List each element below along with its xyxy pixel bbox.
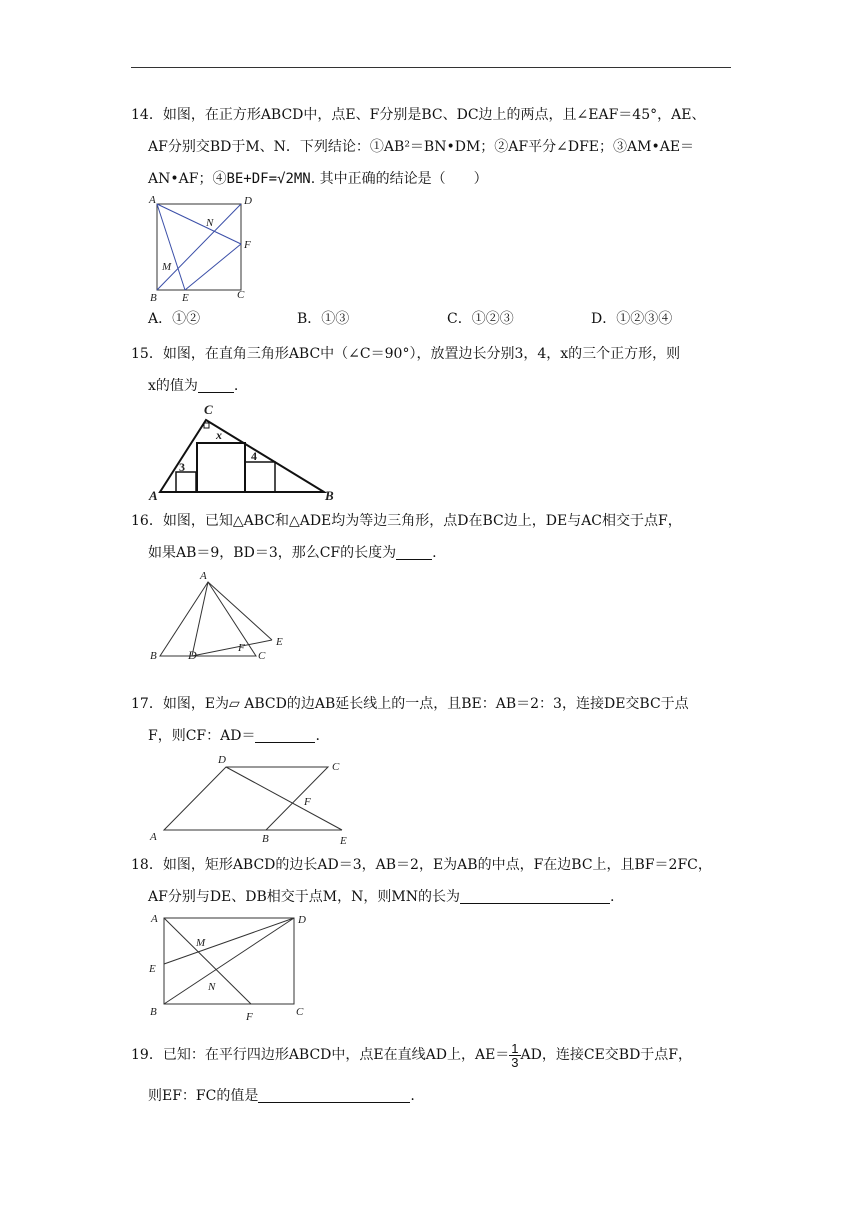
q14-line3a: AN•AF；④ (148, 171, 227, 187)
q14-label-f: F (244, 239, 251, 251)
question-16 (131, 505, 682, 569)
q16-line2 (131, 537, 682, 569)
q14-choice-d[interactable]: D．①②③④ (591, 311, 673, 327)
q18-label-a: A (151, 913, 158, 925)
q18-label-b: B (150, 1006, 157, 1018)
q18-label-m: M (196, 937, 206, 949)
q15-answer-blank[interactable] (198, 376, 234, 393)
q15-line2 (131, 370, 680, 402)
q16-label-e: E (276, 636, 283, 648)
q15-label-x: x (216, 428, 222, 442)
q14-choice-b[interactable]: B．①③ (297, 311, 350, 327)
q19-frac-num: 1 (511, 1040, 519, 1056)
q15-line2-end: . (233, 378, 239, 394)
q15-label-3: 3 (179, 460, 185, 474)
q19-line2-end: . (410, 1088, 415, 1104)
q14-line1: 14．如图，在正方形ABCD中，点E、F分别是BC、DC边上的两点，且∠EAF＝45°，AE、 (131, 107, 706, 123)
q16-line2-end: . (432, 545, 437, 561)
q19-line2 (131, 1080, 692, 1112)
q19-fraction (509, 1042, 520, 1069)
q14-label-m: M (162, 261, 172, 273)
q18-label-d: D (298, 914, 306, 926)
q18-answer-blank[interactable] (460, 887, 610, 904)
q14-label-e: E (182, 292, 189, 304)
q16-line2-text: 如果AB＝9，BD＝3，那么CF的长度为 (148, 545, 397, 561)
q15-label-a: A (149, 488, 158, 502)
header-rule (131, 67, 731, 68)
q18-label-f: F (246, 1011, 253, 1023)
q19-answer-blank[interactable] (258, 1086, 410, 1103)
question-18 (131, 849, 712, 913)
q17-label-a: A (150, 831, 157, 843)
q15-label-4: 4 (251, 449, 257, 463)
q19-line2-text: 则EF：FC的值是 (148, 1088, 259, 1104)
q17-label-c: C (332, 761, 340, 773)
q16-figure (146, 568, 296, 664)
q17-line2 (131, 720, 689, 752)
question-17 (131, 688, 689, 752)
question-15 (131, 338, 680, 402)
q18-figure (146, 908, 326, 1028)
q16-answer-blank[interactable] (396, 543, 432, 560)
q15-line2-text: x的值为 (148, 378, 198, 394)
q14-choice-c[interactable]: C．①②③ (447, 311, 514, 327)
q19-line1 (131, 1034, 692, 1076)
q17-line2-end: . (315, 728, 320, 744)
q18-line2-end: . (609, 889, 615, 905)
q17-line2-text: F，则CF：AD＝ (148, 728, 256, 744)
question-19 (131, 1034, 692, 1112)
q17-label-f: F (304, 796, 311, 808)
q15-line1: 15．如图，在直角三角形ABC中（∠C＝90°），放置边长分别3，4，x的三个正方形，则 (131, 346, 681, 362)
q16-label-d: D (188, 648, 197, 660)
q14-label-b: B (150, 292, 157, 304)
q19-frac-den: 3 (511, 1054, 519, 1070)
q19-line1b: AD，连接CE交BD于点F， (520, 1047, 693, 1063)
q14-statement-4: BE+DF=√2MN (226, 171, 311, 187)
q18-label-n: N (208, 981, 216, 993)
q14-label-n: N (206, 217, 214, 229)
q16-label-b: B (150, 650, 157, 660)
q15-label-c: C (204, 402, 213, 417)
q14-label-a: A (149, 194, 156, 206)
q14-label-c: C (237, 289, 245, 301)
q17-label-d: D (218, 754, 226, 766)
q15-figure (146, 402, 346, 506)
q19-line1a: 19．已知：在平行四边形ABCD中，点E在直线AD上，AE＝ (131, 1047, 510, 1063)
q14-choice-a[interactable]: A．①② (148, 311, 201, 327)
q17-label-e: E (340, 835, 347, 847)
q16-label-f: F (238, 642, 245, 654)
q14-label-d: D (244, 195, 252, 207)
q16-line1: 16．如图，已知△ABC和△ADE均为等边三角形，点D在BC边上，DE与AC相交于点F， (131, 513, 682, 529)
q17-figure (146, 750, 356, 852)
q17-line1: 17．如图，E为▱ ABCD的边AB延长线上的一点，且BE：AB＝2：3，连接DE交BC于点 (131, 696, 689, 712)
q18-line1: 18．如图，矩形ABCD的边长AD＝3，AB＝2，E为AB的中点，F在边BC上，且BF＝2FC， (131, 857, 712, 873)
q17-answer-blank[interactable] (255, 726, 315, 743)
q14-line3 (131, 163, 705, 195)
q17-label-b: B (262, 833, 269, 845)
q16-label-c: C (258, 650, 266, 660)
q16-label-a: A (200, 570, 207, 582)
q18-label-c: C (296, 1006, 304, 1018)
q14-line2: AF分别交BD于M、N．下列结论：①AB²＝BN•DM；②AF平分∠DFE；③AM•AE＝ (148, 139, 695, 155)
q14-figure (145, 192, 265, 308)
q15-label-b: B (325, 488, 334, 502)
q18-line2-text: AF分别与DE、DB相交于点M，N，则MN的长为 (148, 889, 460, 905)
q14-line3c: . 其中正确的结论是（ ） (310, 171, 488, 187)
question-14 (131, 99, 705, 195)
q18-label-e: E (149, 963, 156, 975)
